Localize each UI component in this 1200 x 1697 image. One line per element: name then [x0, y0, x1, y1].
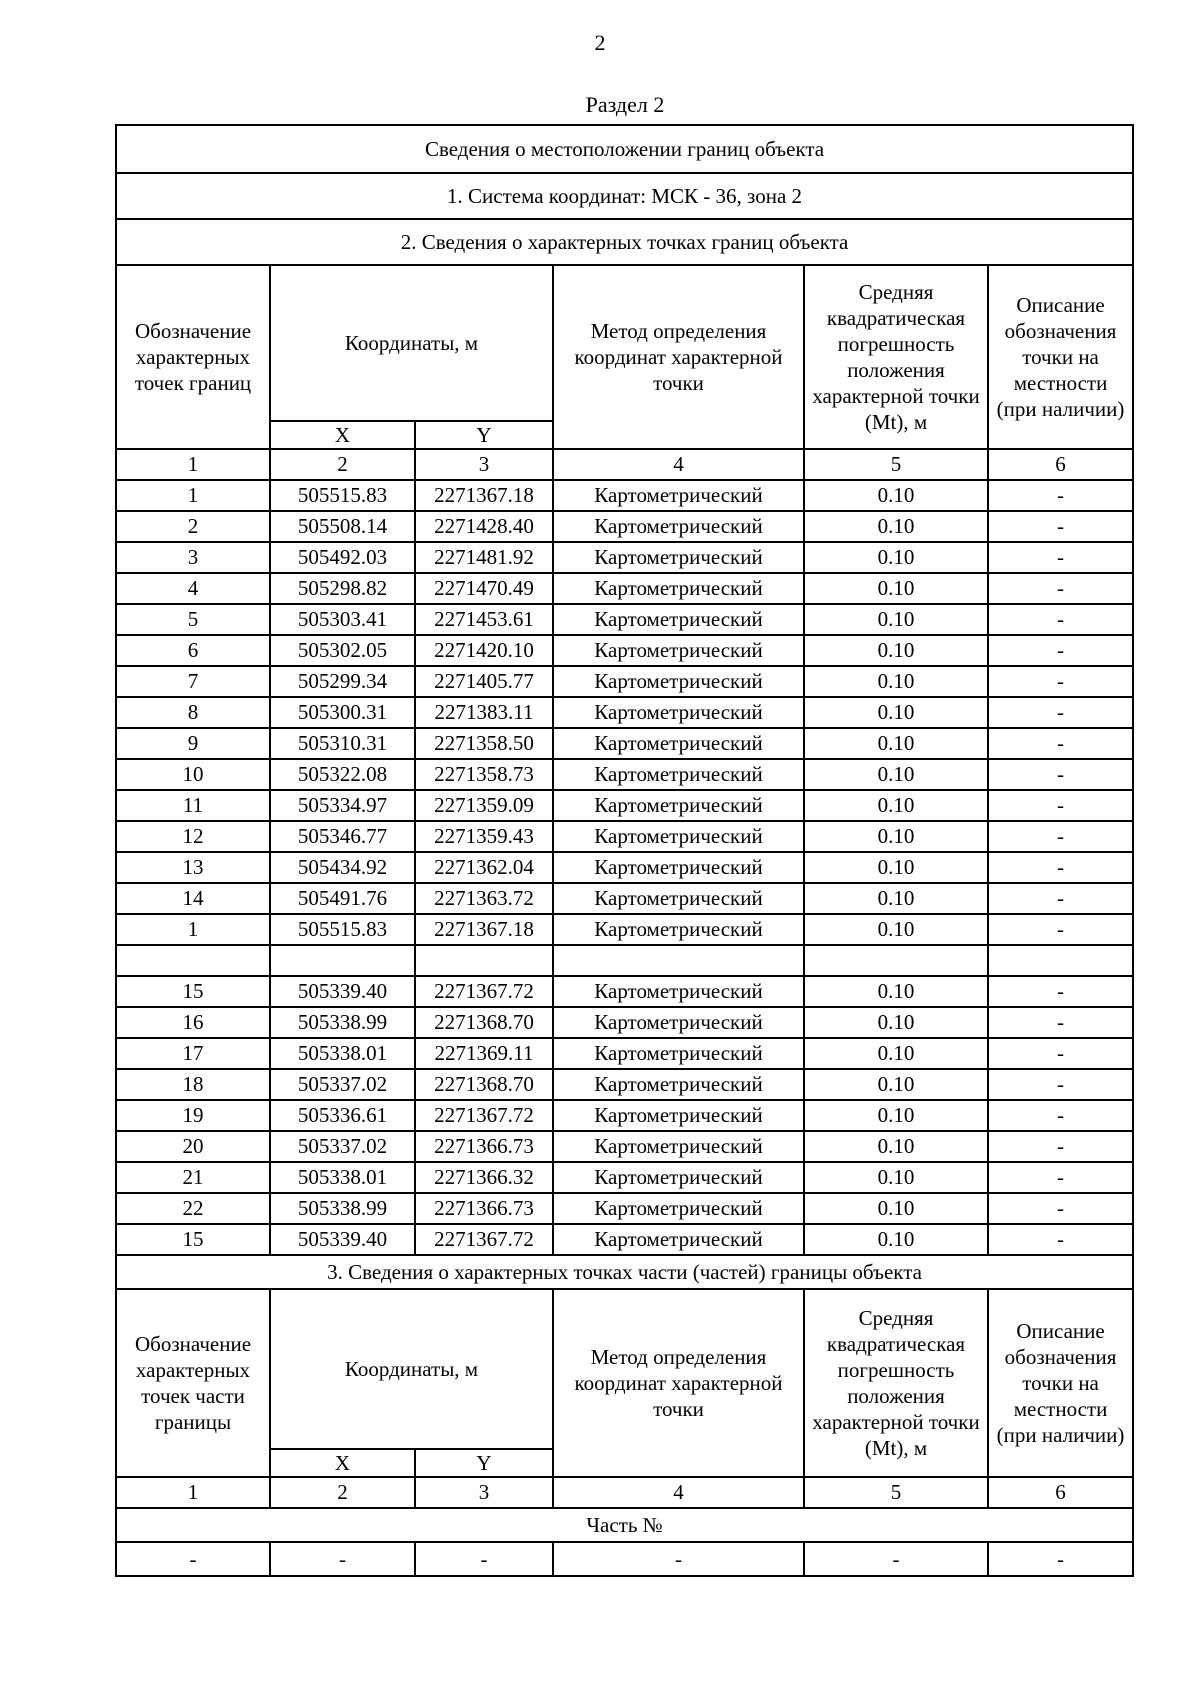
table-row — [116, 821, 1133, 852]
column-number: 5 — [804, 449, 988, 480]
point-id-cell: 11 — [116, 790, 270, 821]
method-cell: Картометрический — [553, 480, 804, 511]
table-row — [116, 1224, 1133, 1255]
table-row — [116, 1038, 1133, 1069]
point-id-cell: 1 — [116, 480, 270, 511]
y-cell — [415, 945, 553, 976]
description-cell: - — [988, 480, 1133, 511]
y-cell: 2271481.92 — [415, 542, 553, 573]
y-cell: 2271366.32 — [415, 1162, 553, 1193]
parts-header-y: Y — [415, 1449, 553, 1477]
y-cell: 2271367.18 — [415, 480, 553, 511]
x-cell: 505346.77 — [270, 821, 415, 852]
point-id-cell: 17 — [116, 1038, 270, 1069]
header-accuracy: Средняя квадратическая погрешность положения характерной точки (Mt), м — [804, 265, 988, 449]
column-number: 5 — [804, 1477, 988, 1508]
parts-heading: 3. Сведения о характерных точках части (частей) границы объекта — [116, 1255, 1133, 1289]
accuracy-cell: 0.10 — [804, 1100, 988, 1131]
point-id-cell: 8 — [116, 697, 270, 728]
x-cell: 505492.03 — [270, 542, 415, 573]
accuracy-cell: 0.10 — [804, 1131, 988, 1162]
parts-header-point-designation: Обозначение характерных точек части границы — [116, 1289, 270, 1477]
method-cell: Картометрический — [553, 1100, 804, 1131]
point-id-cell: 2 — [116, 511, 270, 542]
column-number: 2 — [270, 449, 415, 480]
accuracy-cell: 0.10 — [804, 1069, 988, 1100]
table-row — [116, 1007, 1133, 1038]
column-number: 3 — [415, 449, 553, 480]
column-number: 4 — [553, 449, 804, 480]
y-cell: 2271428.40 — [415, 511, 553, 542]
description-cell: - — [988, 697, 1133, 728]
header-description: Описание обозначения точки на местности (при наличии) — [988, 265, 1133, 449]
table-row — [116, 852, 1133, 883]
method-cell: Картометрический — [553, 1131, 804, 1162]
table-row — [116, 635, 1133, 666]
parts-column-number-row — [116, 1477, 1133, 1508]
description-cell: - — [988, 883, 1133, 914]
method-cell: Картометрический — [553, 759, 804, 790]
y-cell: 2271363.72 — [415, 883, 553, 914]
point-id-cell: 1 — [116, 914, 270, 945]
part-label: Часть № — [116, 1508, 1133, 1542]
header-x: X — [270, 421, 415, 449]
accuracy-cell: 0.10 — [804, 480, 988, 511]
part-cell: - — [553, 1542, 804, 1576]
table-row — [116, 604, 1133, 635]
y-cell: 2271358.73 — [415, 759, 553, 790]
parts-header-description: Описание обозначения точки на местности (при наличии) — [988, 1289, 1133, 1477]
description-cell — [988, 945, 1133, 976]
table-row — [116, 573, 1133, 604]
method-cell: Картометрический — [553, 821, 804, 852]
point-id-cell: 13 — [116, 852, 270, 883]
accuracy-cell: 0.10 — [804, 790, 988, 821]
method-cell: Картометрический — [553, 1069, 804, 1100]
description-cell: - — [988, 1007, 1133, 1038]
x-cell: 505515.83 — [270, 914, 415, 945]
y-cell: 2271362.04 — [415, 852, 553, 883]
x-cell: 505337.02 — [270, 1131, 415, 1162]
x-cell: 505336.61 — [270, 1100, 415, 1131]
description-cell: - — [988, 542, 1133, 573]
point-id-cell: 10 — [116, 759, 270, 790]
coordinate-system: 1. Система координат: МСК - 36, зона 2 — [116, 173, 1133, 219]
table-row — [116, 697, 1133, 728]
y-cell: 2271367.72 — [415, 1224, 553, 1255]
method-cell: Картометрический — [553, 511, 804, 542]
parts-header-x: X — [270, 1449, 415, 1477]
description-cell: - — [988, 790, 1133, 821]
y-cell: 2271453.61 — [415, 604, 553, 635]
table-row — [116, 542, 1133, 573]
x-cell: 505515.83 — [270, 480, 415, 511]
accuracy-cell: 0.10 — [804, 1193, 988, 1224]
point-id-cell: 21 — [116, 1162, 270, 1193]
y-cell: 2271359.09 — [415, 790, 553, 821]
accuracy-cell: 0.10 — [804, 542, 988, 573]
point-id-cell: 18 — [116, 1069, 270, 1100]
table-row — [116, 945, 1133, 976]
point-id-cell: 9 — [116, 728, 270, 759]
y-cell: 2271366.73 — [415, 1193, 553, 1224]
accuracy-cell: 0.10 — [804, 1224, 988, 1255]
y-cell: 2271368.70 — [415, 1069, 553, 1100]
description-cell: - — [988, 914, 1133, 945]
part-cell: - — [804, 1542, 988, 1576]
method-cell: Картометрический — [553, 1007, 804, 1038]
x-cell: 505302.05 — [270, 635, 415, 666]
x-cell — [270, 945, 415, 976]
table-row — [116, 728, 1133, 759]
column-number-row — [116, 449, 1133, 480]
y-cell: 2271358.50 — [415, 728, 553, 759]
method-cell: Картометрический — [553, 852, 804, 883]
point-id-cell: 5 — [116, 604, 270, 635]
method-cell: Картометрический — [553, 1224, 804, 1255]
x-cell: 505298.82 — [270, 573, 415, 604]
y-cell: 2271366.73 — [415, 1131, 553, 1162]
method-cell: Картометрический — [553, 1193, 804, 1224]
method-cell — [553, 945, 804, 976]
description-cell: - — [988, 728, 1133, 759]
column-number: 1 — [116, 1477, 270, 1508]
page-number: 2 — [594, 30, 606, 55]
part-row — [116, 1542, 1133, 1576]
description-cell: - — [988, 666, 1133, 697]
table-row — [116, 480, 1133, 511]
table-row — [116, 883, 1133, 914]
accuracy-cell: 0.10 — [804, 511, 988, 542]
method-cell: Картометрический — [553, 604, 804, 635]
y-cell: 2271359.43 — [415, 821, 553, 852]
accuracy-cell: 0.10 — [804, 1007, 988, 1038]
points-heading: 2. Сведения о характерных точках границ объекта — [116, 219, 1133, 265]
header-coordinates: Координаты, м — [270, 265, 553, 421]
accuracy-cell: 0.10 — [804, 573, 988, 604]
method-cell: Картометрический — [553, 1162, 804, 1193]
table-row — [116, 976, 1133, 1007]
table-row — [116, 759, 1133, 790]
parts-header-method: Метод определения координат характерной точки — [553, 1289, 804, 1477]
y-cell: 2271367.72 — [415, 976, 553, 1007]
y-cell: 2271383.11 — [415, 697, 553, 728]
method-cell: Картометрический — [553, 790, 804, 821]
method-cell: Картометрический — [553, 635, 804, 666]
description-cell: - — [988, 1193, 1133, 1224]
point-id-cell: 16 — [116, 1007, 270, 1038]
description-cell: - — [988, 976, 1133, 1007]
x-cell: 505491.76 — [270, 883, 415, 914]
x-cell: 505303.41 — [270, 604, 415, 635]
point-id-cell: 22 — [116, 1193, 270, 1224]
header-point-designation: Обозначение характерных точек границ — [116, 265, 270, 449]
point-id-cell: 4 — [116, 573, 270, 604]
x-cell: 505338.01 — [270, 1162, 415, 1193]
column-number: 6 — [988, 449, 1133, 480]
column-number: 2 — [270, 1477, 415, 1508]
y-cell: 2271420.10 — [415, 635, 553, 666]
accuracy-cell — [804, 945, 988, 976]
method-cell: Картометрический — [553, 914, 804, 945]
table-title: Сведения о местоположении границ объекта — [116, 125, 1133, 173]
point-id-cell: 15 — [116, 1224, 270, 1255]
x-cell: 505508.14 — [270, 511, 415, 542]
description-cell: - — [988, 573, 1133, 604]
description-cell: - — [988, 511, 1133, 542]
point-id-cell: 19 — [116, 1100, 270, 1131]
point-id-cell: 7 — [116, 666, 270, 697]
accuracy-cell: 0.10 — [804, 728, 988, 759]
description-cell: - — [988, 821, 1133, 852]
table-row — [116, 666, 1133, 697]
point-id-cell: 15 — [116, 976, 270, 1007]
table-row — [116, 1069, 1133, 1100]
method-cell: Картометрический — [553, 883, 804, 914]
point-id-cell — [116, 945, 270, 976]
x-cell: 505338.99 — [270, 1007, 415, 1038]
boundary-table — [115, 124, 1134, 1577]
method-cell: Картометрический — [553, 666, 804, 697]
accuracy-cell: 0.10 — [804, 914, 988, 945]
y-cell: 2271367.18 — [415, 914, 553, 945]
accuracy-cell: 0.10 — [804, 821, 988, 852]
header-method: Метод определения координат характерной точки — [553, 265, 804, 449]
description-cell: - — [988, 852, 1133, 883]
x-cell: 505299.34 — [270, 666, 415, 697]
x-cell: 505322.08 — [270, 759, 415, 790]
table-row — [116, 511, 1133, 542]
y-cell: 2271367.72 — [415, 1100, 553, 1131]
description-cell: - — [988, 1038, 1133, 1069]
x-cell: 505338.01 — [270, 1038, 415, 1069]
description-cell: - — [988, 1162, 1133, 1193]
point-id-cell: 20 — [116, 1131, 270, 1162]
table-row — [116, 790, 1133, 821]
point-id-cell: 6 — [116, 635, 270, 666]
description-cell: - — [988, 1224, 1133, 1255]
method-cell: Картометрический — [553, 728, 804, 759]
accuracy-cell: 0.10 — [804, 1038, 988, 1069]
accuracy-cell: 0.10 — [804, 976, 988, 1007]
x-cell: 505339.40 — [270, 976, 415, 1007]
x-cell: 505338.99 — [270, 1193, 415, 1224]
description-cell: - — [988, 1069, 1133, 1100]
header-y: Y — [415, 421, 553, 449]
parts-header-coordinates: Координаты, м — [270, 1289, 553, 1449]
table-row — [116, 1100, 1133, 1131]
x-cell: 505300.31 — [270, 697, 415, 728]
point-id-cell: 3 — [116, 542, 270, 573]
accuracy-cell: 0.10 — [804, 635, 988, 666]
part-cell: - — [270, 1542, 415, 1576]
method-cell: Картометрический — [553, 542, 804, 573]
table-row — [116, 914, 1133, 945]
part-cell: - — [988, 1542, 1133, 1576]
table-row — [116, 1193, 1133, 1224]
column-number: 6 — [988, 1477, 1133, 1508]
accuracy-cell: 0.10 — [804, 852, 988, 883]
part-cell: - — [415, 1542, 553, 1576]
table-row — [116, 1131, 1133, 1162]
x-cell: 505339.40 — [270, 1224, 415, 1255]
description-cell: - — [988, 1100, 1133, 1131]
description-cell: - — [988, 604, 1133, 635]
accuracy-cell: 0.10 — [804, 697, 988, 728]
y-cell: 2271369.11 — [415, 1038, 553, 1069]
parts-header-accuracy: Средняя квадратическая погрешность положения характерной точки (Mt), м — [804, 1289, 988, 1477]
y-cell: 2271405.77 — [415, 666, 553, 697]
section-title: Раздел 2 — [585, 92, 665, 117]
method-cell: Картометрический — [553, 573, 804, 604]
description-cell: - — [988, 1131, 1133, 1162]
point-id-cell: 12 — [116, 821, 270, 852]
method-cell: Картометрический — [553, 1038, 804, 1069]
x-cell: 505337.02 — [270, 1069, 415, 1100]
description-cell: - — [988, 635, 1133, 666]
column-number: 4 — [553, 1477, 804, 1508]
column-number: 3 — [415, 1477, 553, 1508]
accuracy-cell: 0.10 — [804, 759, 988, 790]
method-cell: Картометрический — [553, 697, 804, 728]
x-cell: 505334.97 — [270, 790, 415, 821]
method-cell: Картометрический — [553, 976, 804, 1007]
accuracy-cell: 0.10 — [804, 604, 988, 635]
accuracy-cell: 0.10 — [804, 883, 988, 914]
accuracy-cell: 0.10 — [804, 1162, 988, 1193]
point-id-cell: 14 — [116, 883, 270, 914]
description-cell: - — [988, 759, 1133, 790]
y-cell: 2271470.49 — [415, 573, 553, 604]
table-row — [116, 1162, 1133, 1193]
x-cell: 505310.31 — [270, 728, 415, 759]
x-cell: 505434.92 — [270, 852, 415, 883]
y-cell: 2271368.70 — [415, 1007, 553, 1038]
part-cell: - — [116, 1542, 270, 1576]
accuracy-cell: 0.10 — [804, 666, 988, 697]
column-number: 1 — [116, 449, 270, 480]
